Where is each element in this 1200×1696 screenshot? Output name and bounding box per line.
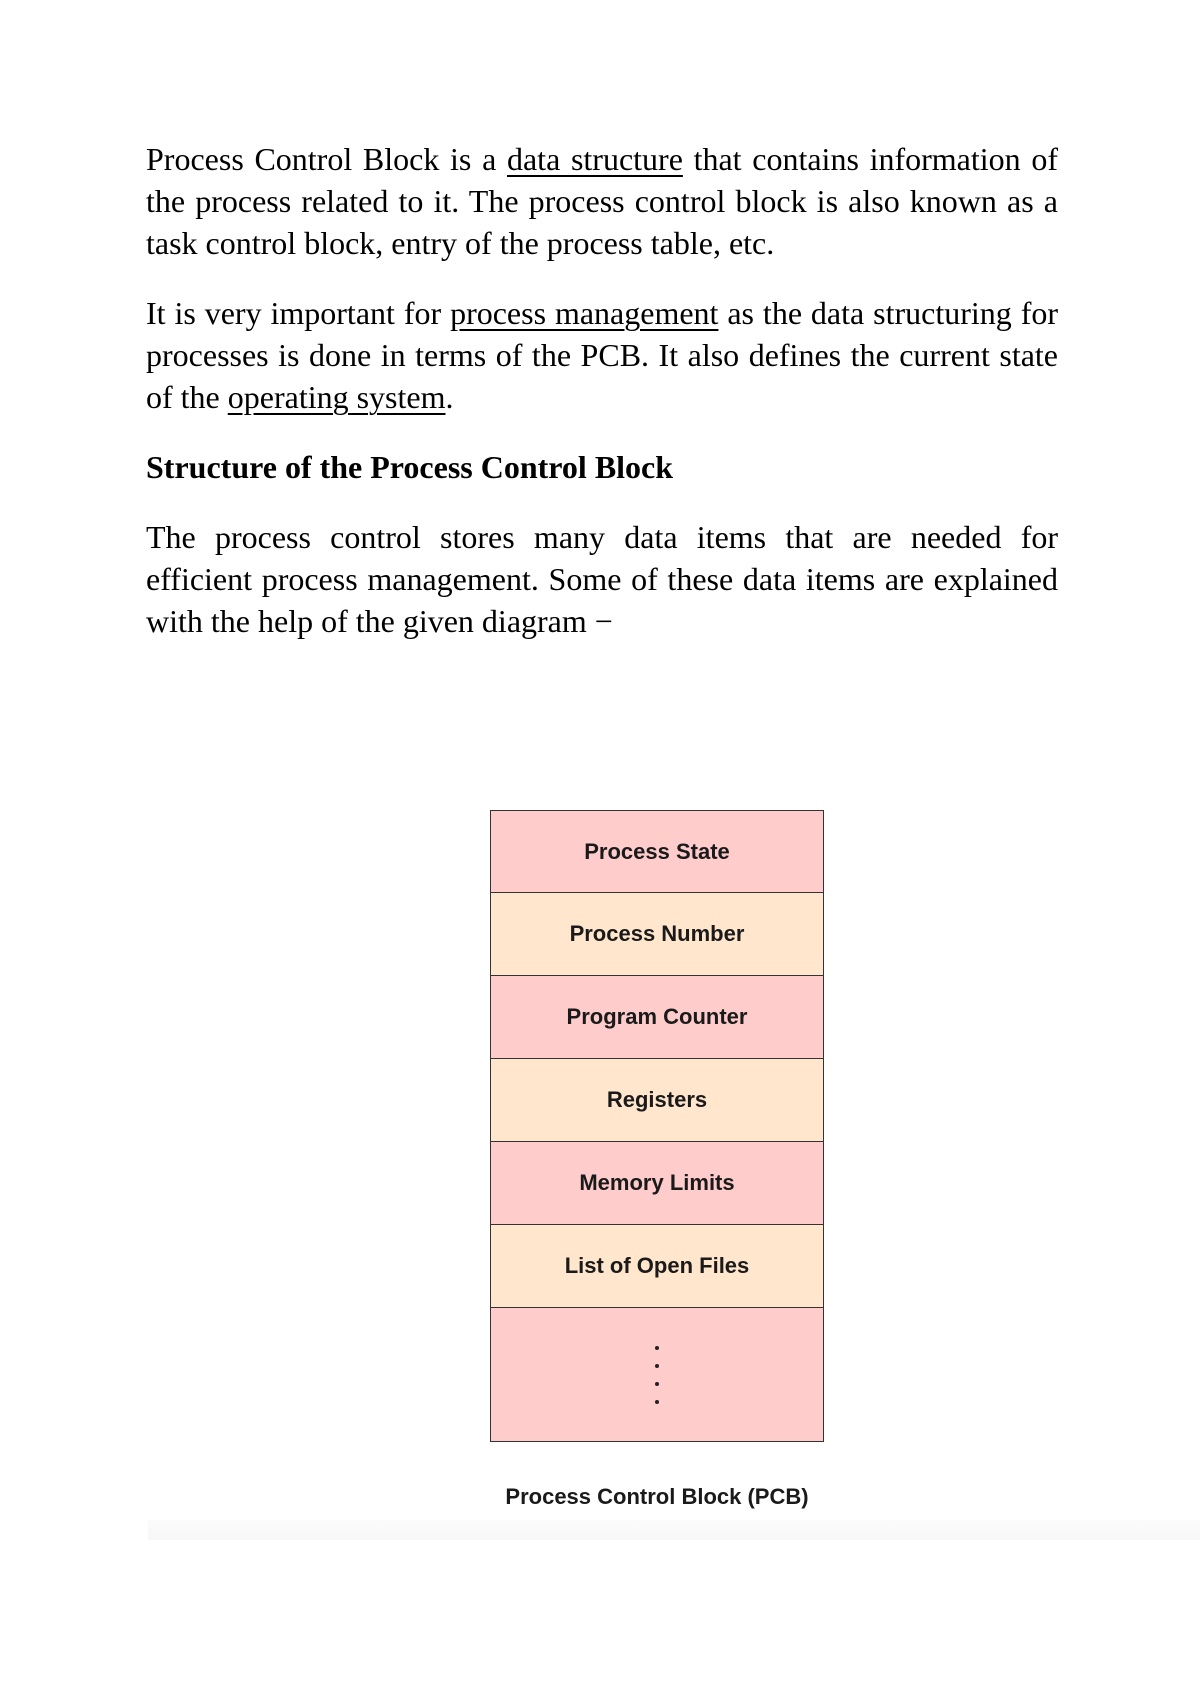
- structure-paragraph: The process control stores many data items that are needed for efficient process management. Some of these data items are explained with the help of the given diagram −: [146, 519, 1058, 639]
- importance-text-middle: as the data structuring for processes is done in terms of the PCB. It also defines the current state of the: [146, 295, 1059, 415]
- ellipsis-dot: [655, 1364, 659, 1368]
- data-structure-link[interactable]: data structure: [506, 141, 683, 177]
- ellipsis-dot: [655, 1346, 659, 1350]
- document-body: [146, 138, 1058, 642]
- importance-paragraph: [146, 292, 1058, 418]
- importance-text-start: It is very important for: [146, 295, 451, 331]
- operating-system-link[interactable]: operating system: [227, 379, 446, 415]
- pcb-diagram: [490, 810, 824, 1442]
- pcb-row-process-number: Process Number: [490, 893, 824, 976]
- pcb-row-registers: Registers: [490, 1059, 824, 1142]
- intro-paragraph: [146, 138, 1058, 264]
- ellipsis-dot: [655, 1400, 659, 1404]
- pcb-row-program-counter: Program Counter: [490, 976, 824, 1059]
- importance-text-end: .: [445, 379, 454, 415]
- pcb-row-open-files: List of Open Files: [490, 1225, 824, 1308]
- process-management-link[interactable]: process management: [450, 295, 719, 331]
- pcb-row-process-state: Process State: [490, 810, 824, 893]
- diagram-caption: Process Control Block (PCB): [505, 1484, 809, 1509]
- ellipsis-dot: [655, 1382, 659, 1386]
- intro-text-start: Process Control Block is a: [146, 141, 507, 177]
- page-bottom-shade: [148, 1520, 1200, 1540]
- pcb-row-memory-limits: Memory Limits: [490, 1142, 824, 1225]
- intro-text-end: that contains information of the process related to it. The process control block is also known as a task control block, entry of the process table, etc.: [146, 141, 1059, 261]
- pcb-row-ellipsis: [490, 1308, 824, 1442]
- section-heading: Structure of the Process Control Block: [146, 449, 674, 485]
